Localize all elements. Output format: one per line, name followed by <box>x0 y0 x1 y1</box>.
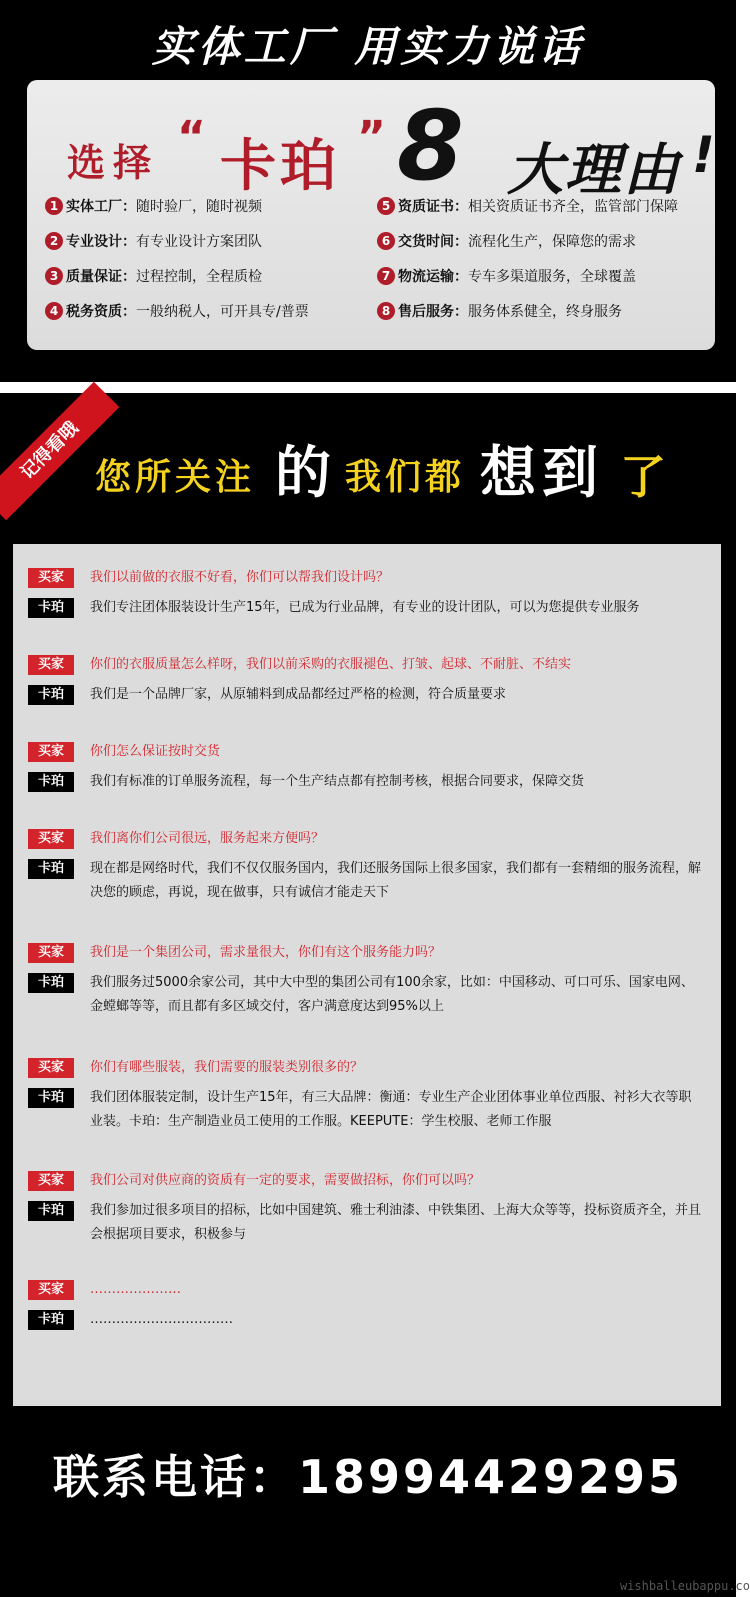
faq-item <box>28 568 708 620</box>
brand-tag: 卡珀 <box>28 772 74 792</box>
reason-text: 一般纳税人，可开具专/普票 <box>136 304 309 320</box>
faq-item <box>28 1280 708 1332</box>
faq-answer: 我们专注团体服装设计生产15年，已成为行业品牌，有专业的设计团队，可以为您提供专业服务 <box>90 600 640 615</box>
faq-answer: 我们参加过很多项目的招标，比如中国建筑、雅士利油漆、中铁集团、上海大众等等，投标资质齐全，并且会根据项目要求，积极参与 <box>90 1203 702 1242</box>
reason-item <box>45 301 309 321</box>
reason-label: 税务资质： <box>66 304 136 320</box>
reason-text: 有专业设计方案团队 <box>136 234 262 250</box>
reason-text: 流程化生产，保障您的需求 <box>468 234 636 250</box>
faq-question: 你们怎么保证按时交货 <box>90 744 221 759</box>
reason-label: 售后服务： <box>398 304 468 320</box>
reasons-section <box>0 0 736 382</box>
faq-item <box>28 1058 708 1134</box>
faq-item <box>28 943 708 1019</box>
reason-item <box>377 301 622 321</box>
faq-title-part: 想到 <box>480 441 604 506</box>
faq-question: 你们的衣服质量怎么样呀，我们以前采购的衣服褪色、打皱、起球、不耐脏、不结实 <box>90 657 572 672</box>
watermark-text: wishballeubappu.co <box>619 1579 750 1593</box>
headline-choose: 选择 <box>67 141 160 185</box>
headline-brand: 卡珀 <box>220 134 340 199</box>
reason-text: 专车多渠道服务，全球覆盖 <box>468 269 636 285</box>
reason-label: 资质证书： <box>398 199 468 215</box>
number-badge-icon: 5 <box>377 197 395 215</box>
number-badge-icon: 6 <box>377 232 395 250</box>
faq-section <box>0 393 750 1597</box>
buyer-tag: 买家 <box>28 1280 74 1300</box>
number-badge-icon: 8 <box>377 302 395 320</box>
buyer-tag: 买家 <box>28 1058 74 1078</box>
brand-tag: 卡珀 <box>28 1201 74 1221</box>
reason-label: 实体工厂： <box>66 199 136 215</box>
headline-quote-close: ” <box>357 112 386 163</box>
faq-title-part: 我们都 <box>345 457 466 498</box>
reason-label: 质量保证： <box>66 269 136 285</box>
reason-text: 随时验厂，随时视频 <box>136 199 262 215</box>
faq-answer: …………………………… <box>90 1312 233 1327</box>
number-badge-icon: 7 <box>377 267 395 285</box>
faq-item <box>28 742 708 794</box>
number-badge-icon: 1 <box>45 197 63 215</box>
faq-item <box>28 655 708 707</box>
headline-reasons: 大理由 <box>507 138 681 203</box>
reason-label: 交货时间： <box>398 234 468 250</box>
number-badge-icon: 4 <box>45 302 63 320</box>
faq-answer: 我们团体服装定制，设计生产15年，有三大品牌：衡通：专业生产企业团体事业单位西服、衬衫大衣等职业装。卡珀：生产制造业员工使用的工作服。KEEPUTE：学生校服、老师工作服 <box>90 1090 692 1129</box>
faq-item <box>28 1171 708 1247</box>
faq-answer: 我们是一个品牌厂家，从原辅料到成品都经过严格的检测，符合质量要求 <box>90 687 507 702</box>
faq-answer: 我们服务过5000余家公司，其中大中型的集团公司有100余家，比如：中国移动、可口可乐、国家电网、金螳螂等等，而且都有多区域交付，客户满意度达到95%以上 <box>90 975 694 1014</box>
reason-label: 物流运输： <box>398 269 468 285</box>
reason-text: 过程控制，全程质检 <box>136 269 262 285</box>
number-badge-icon: 2 <box>45 232 63 250</box>
faq-question: 我们以前做的衣服不好看，你们可以帮我们设计吗？ <box>90 570 390 585</box>
faq-title-part: 您所关注 <box>95 457 256 498</box>
number-badge-icon: 3 <box>45 267 63 285</box>
faq-question: 你们有哪些服装，我们需要的服装类别很多的？ <box>90 1060 364 1075</box>
reason-item <box>377 231 636 251</box>
faq-question: 我们离你们公司很远，服务起来方便吗？ <box>90 831 325 846</box>
reason-item <box>377 196 678 216</box>
brand-tag: 卡珀 <box>28 1088 74 1108</box>
faq-title <box>95 435 695 505</box>
brand-tag: 卡珀 <box>28 973 74 993</box>
faq-question: 我们是一个集团公司，需求量很大，你们有这个服务能力吗？ <box>90 945 442 960</box>
buyer-tag: 买家 <box>28 829 74 849</box>
reason-item <box>45 231 262 251</box>
brand-tag: 卡珀 <box>28 859 74 879</box>
reason-item <box>45 266 262 286</box>
brand-tag: 卡珀 <box>28 1310 74 1330</box>
reasons-headline <box>67 90 715 203</box>
buyer-tag: 买家 <box>28 943 74 963</box>
brand-tag: 卡珀 <box>28 598 74 618</box>
buyer-tag: 买家 <box>28 742 74 762</box>
faq-question: 我们公司对供应商的资质有一定的要求，需要做招标，你们可以吗？ <box>90 1173 481 1188</box>
headline-number: 8 <box>397 90 464 202</box>
reason-item <box>45 196 262 216</box>
section-title: 实体工厂 用实力说话 <box>151 22 585 71</box>
corner-ribbon: 记得看哦 <box>0 382 119 521</box>
faq-panel <box>13 544 721 1406</box>
faq-answer: 现在都是网络时代，我们不仅仅服务国内，我们还服务国际上很多国家，我们都有一套精细的服务流程，解决您的顾虑，再说，现在做事，只有诚信才能走天下 <box>90 861 702 900</box>
buyer-tag: 买家 <box>28 655 74 675</box>
contact-phone: 联系电话：18994429295 <box>52 1450 684 1504</box>
reason-text: 相关资质证书齐全，监管部门保障 <box>468 199 678 215</box>
buyer-tag: 买家 <box>28 568 74 588</box>
faq-question: ………………… <box>90 1282 181 1297</box>
faq-item <box>28 829 708 905</box>
headline-quote-open: “ <box>177 112 206 163</box>
faq-title-part: 了 <box>620 450 666 504</box>
reason-item <box>377 266 636 286</box>
headline-bang: ! <box>692 126 715 184</box>
reason-text: 服务体系健全，终身服务 <box>468 304 622 320</box>
faq-answer: 我们有标准的订单服务流程，每一个生产结点都有控制考核，根据合同要求，保障交货 <box>90 774 585 789</box>
brand-tag: 卡珀 <box>28 685 74 705</box>
faq-title-part: 的 <box>275 441 331 506</box>
buyer-tag: 买家 <box>28 1171 74 1191</box>
reason-label: 专业设计： <box>66 234 136 250</box>
reasons-card <box>27 80 715 350</box>
